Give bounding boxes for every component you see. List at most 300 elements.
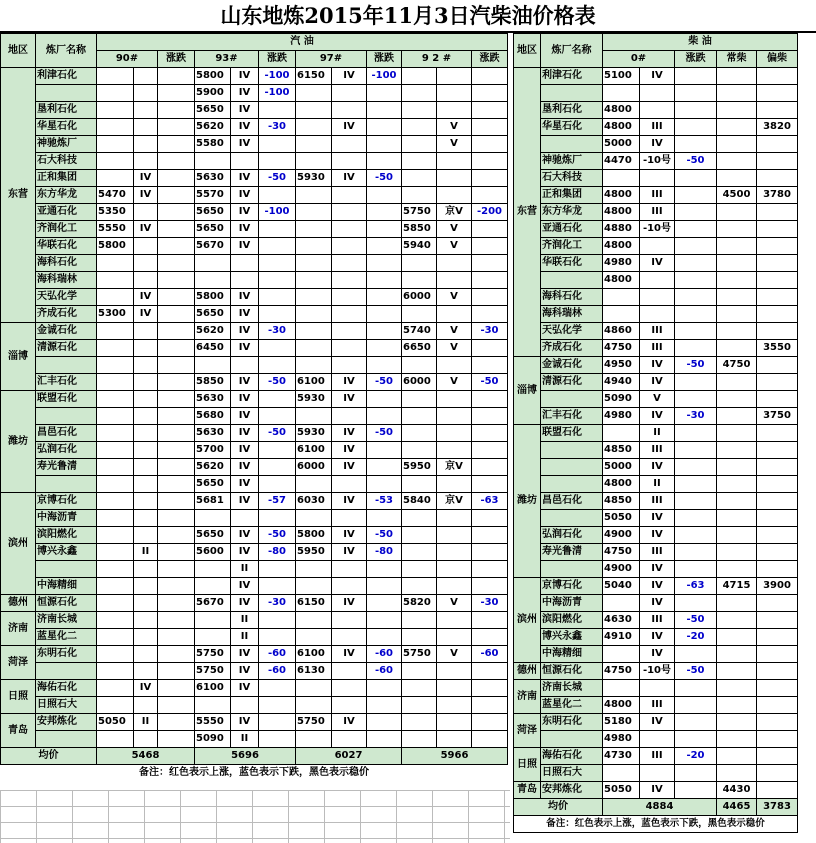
grade-cell	[640, 306, 675, 323]
price-cell	[97, 272, 134, 289]
price-cell	[296, 187, 332, 204]
change-cell	[158, 663, 195, 680]
refinery-name	[541, 272, 603, 289]
price-cell	[97, 442, 134, 459]
grade-cell	[332, 731, 367, 748]
grade-cell: IV	[134, 289, 158, 306]
change-cell	[675, 714, 717, 731]
grade-cell: II	[640, 476, 675, 493]
change-cell	[472, 357, 508, 374]
table-row	[514, 408, 798, 425]
price-cell	[97, 578, 134, 595]
table-row	[1, 170, 508, 187]
price-cell: 5570	[195, 187, 231, 204]
refinery-name: 齐润化工	[541, 238, 603, 255]
price-cell	[97, 612, 134, 629]
regular-diesel-cell	[717, 340, 757, 357]
regular-diesel-cell	[717, 493, 757, 510]
price-cell: 5050	[97, 714, 134, 731]
grade-cell	[437, 357, 472, 374]
table-row	[514, 357, 798, 374]
grade-cell	[437, 68, 472, 85]
refinery-name	[541, 476, 603, 493]
refinery-name: 东方华龙	[541, 204, 603, 221]
price-cell: 5930	[296, 170, 332, 187]
price-cell	[195, 561, 231, 578]
refinery-name: 寿光鲁清	[541, 544, 603, 561]
grade-cell	[332, 153, 367, 170]
change-cell	[158, 612, 195, 629]
price-cell: 4800	[603, 476, 640, 493]
table-row	[1, 680, 508, 697]
change-cell	[675, 255, 717, 272]
price-cell	[97, 357, 134, 374]
refinery-name: 华星石化	[541, 119, 603, 136]
grade-cell: III	[640, 748, 675, 765]
diesel-header: 柴 油	[603, 34, 798, 51]
table-row	[514, 323, 798, 340]
region-cell: 济南	[514, 680, 541, 714]
col-97: 97#	[296, 51, 367, 68]
grade-cell: IV	[640, 527, 675, 544]
table-row	[1, 119, 508, 136]
change-cell	[675, 306, 717, 323]
price-cell	[402, 391, 437, 408]
grade-cell	[437, 714, 472, 731]
price-cell	[97, 323, 134, 340]
refinery-name: 联盟石化	[541, 425, 603, 442]
price-cell: 6030	[296, 493, 332, 510]
grade-cell	[437, 255, 472, 272]
refinery-name: 京博石化	[541, 578, 603, 595]
change-cell	[158, 85, 195, 102]
region-cell: 滨州	[514, 578, 541, 663]
change-cell	[472, 391, 508, 408]
price-cell: 5650	[195, 527, 231, 544]
change-cell	[472, 714, 508, 731]
price-cell: 5681	[195, 493, 231, 510]
table-row	[1, 102, 508, 119]
price-cell	[296, 85, 332, 102]
refinery-name: 亚通石化	[36, 204, 97, 221]
grade-cell: IV	[332, 442, 367, 459]
partial-diesel-cell	[757, 374, 798, 391]
table-row	[514, 391, 798, 408]
change-cell: -50	[675, 357, 717, 374]
table-row	[1, 561, 508, 578]
region-cell: 青岛	[1, 714, 36, 748]
change-cell	[158, 323, 195, 340]
grade-cell	[134, 510, 158, 527]
change-cell	[675, 340, 717, 357]
table-row	[1, 476, 508, 493]
region-cell: 日照	[1, 680, 36, 714]
price-cell: 4980	[603, 731, 640, 748]
price-cell: 6100	[296, 374, 332, 391]
price-cell: 5620	[195, 459, 231, 476]
partial-diesel-cell	[757, 595, 798, 612]
change-cell	[675, 425, 717, 442]
table-row	[514, 646, 798, 663]
price-cell	[296, 306, 332, 323]
grade-cell: IV	[231, 136, 259, 153]
table-row	[1, 527, 508, 544]
change-cell	[675, 510, 717, 527]
change-cell: -50	[472, 374, 508, 391]
grade-cell: IV	[332, 374, 367, 391]
grade-cell	[332, 408, 367, 425]
price-cell	[97, 136, 134, 153]
regular-diesel-cell	[717, 442, 757, 459]
change-cell	[259, 340, 296, 357]
refinery-name: 利津石化	[541, 68, 603, 85]
grade-cell: II	[231, 629, 259, 646]
grade-cell	[134, 663, 158, 680]
table-row	[514, 561, 798, 578]
price-cell	[97, 68, 134, 85]
grade-cell: III	[640, 544, 675, 561]
change-cell	[259, 629, 296, 646]
col-93-change: 涨跌	[259, 51, 296, 68]
change-cell	[675, 697, 717, 714]
price-cell	[97, 680, 134, 697]
grade-cell: IV	[640, 629, 675, 646]
price-cell: 4800	[603, 697, 640, 714]
change-cell	[259, 578, 296, 595]
grade-cell: IV	[640, 408, 675, 425]
table-row	[1, 136, 508, 153]
grade-cell	[134, 238, 158, 255]
price-cell: 5740	[402, 323, 437, 340]
partial-diesel-cell: 3900	[757, 578, 798, 595]
price-cell: 4850	[603, 442, 640, 459]
change-cell	[259, 612, 296, 629]
region-cell: 德州	[514, 663, 541, 680]
refinery-name: 金诚石化	[36, 323, 97, 340]
change-cell	[259, 476, 296, 493]
refinery-name: 华联石化	[36, 238, 97, 255]
regular-diesel-cell	[717, 85, 757, 102]
price-cell: 5820	[402, 595, 437, 612]
price-cell	[97, 697, 134, 714]
regular-diesel-cell: 4750	[717, 357, 757, 374]
refinery-name: 日照石大	[541, 765, 603, 782]
price-cell: 5750	[195, 646, 231, 663]
region-cell: 淄博	[1, 323, 36, 391]
refinery-name	[541, 731, 603, 748]
avg-90: 5468	[97, 748, 195, 765]
grade-cell: IV	[231, 680, 259, 697]
grade-cell	[437, 476, 472, 493]
refinery-name: 海佑石化	[541, 748, 603, 765]
grade-cell: 京V	[437, 493, 472, 510]
partial-diesel-cell	[757, 255, 798, 272]
grade-cell: IV	[332, 391, 367, 408]
change-cell: -20	[675, 748, 717, 765]
price-cell: 5630	[195, 425, 231, 442]
grade-cell	[231, 697, 259, 714]
change-cell: -60	[367, 663, 402, 680]
regular-diesel-cell: 4500	[717, 187, 757, 204]
price-cell	[402, 612, 437, 629]
change-cell	[675, 136, 717, 153]
change-cell	[472, 272, 508, 289]
price-cell	[402, 85, 437, 102]
table-row	[1, 408, 508, 425]
grade-cell: IV	[231, 442, 259, 459]
change-cell: -50	[675, 153, 717, 170]
price-cell: 4900	[603, 561, 640, 578]
price-cell: 5630	[195, 391, 231, 408]
grade-cell	[134, 442, 158, 459]
grade-cell: IV	[231, 323, 259, 340]
price-cell	[402, 527, 437, 544]
average-label: 均价	[514, 799, 603, 816]
grade-cell: IV	[231, 391, 259, 408]
avg-97: 6027	[296, 748, 402, 765]
change-cell	[367, 221, 402, 238]
table-row	[1, 595, 508, 612]
grade-cell	[134, 340, 158, 357]
table-row	[514, 731, 798, 748]
grade-cell	[332, 136, 367, 153]
partial-diesel-cell	[757, 663, 798, 680]
change-cell: -30	[472, 323, 508, 340]
refinery-name: 恒源石化	[541, 663, 603, 680]
col-0-change: 涨跌	[675, 51, 717, 68]
change-cell	[675, 187, 717, 204]
change-cell: -200	[472, 204, 508, 221]
refinery-name: 滨阳燃化	[36, 527, 97, 544]
partial-diesel-cell	[757, 629, 798, 646]
grade-cell: IV	[231, 289, 259, 306]
partial-diesel-cell	[757, 238, 798, 255]
change-cell	[472, 561, 508, 578]
change-cell	[675, 238, 717, 255]
refinery-name: 弘润石化	[541, 527, 603, 544]
partial-diesel-cell	[757, 136, 798, 153]
grade-cell: IV	[640, 714, 675, 731]
note-row	[514, 816, 798, 833]
change-cell	[259, 136, 296, 153]
regular-diesel-cell	[717, 408, 757, 425]
refinery-name: 正和集团	[36, 170, 97, 187]
change-cell	[259, 714, 296, 731]
price-cell	[296, 476, 332, 493]
change-cell	[675, 374, 717, 391]
grade-cell: II	[231, 731, 259, 748]
change-cell	[675, 102, 717, 119]
grade-cell	[332, 204, 367, 221]
price-cell: 5050	[603, 782, 640, 799]
price-cell	[97, 153, 134, 170]
price-cell: 4800	[603, 187, 640, 204]
grade-cell: IV	[231, 663, 259, 680]
price-cell	[402, 510, 437, 527]
price-cell: 5930	[296, 425, 332, 442]
change-cell	[158, 714, 195, 731]
change-cell	[158, 578, 195, 595]
grade-cell	[640, 272, 675, 289]
change-cell	[158, 238, 195, 255]
refinery-name: 海科瑞林	[541, 306, 603, 323]
price-cell: 4750	[603, 663, 640, 680]
change-cell: -50	[259, 170, 296, 187]
change-cell	[367, 272, 402, 289]
average-label: 均价	[1, 748, 97, 765]
change-cell	[158, 697, 195, 714]
grade-cell: IV	[231, 595, 259, 612]
table-row	[1, 442, 508, 459]
regular-diesel-cell	[717, 697, 757, 714]
refinery-name	[36, 731, 97, 748]
refinery-name: 日照石大	[36, 697, 97, 714]
regular-diesel-cell	[717, 68, 757, 85]
price-cell	[97, 408, 134, 425]
grade-cell: IV	[231, 544, 259, 561]
grade-cell	[332, 187, 367, 204]
change-cell	[367, 204, 402, 221]
grade-cell	[134, 272, 158, 289]
price-cell: 6100	[296, 646, 332, 663]
refinery-name: 中海精细	[36, 578, 97, 595]
grade-cell: 京V	[437, 459, 472, 476]
change-cell: -63	[472, 493, 508, 510]
change-cell: -50	[259, 425, 296, 442]
price-cell	[97, 255, 134, 272]
grade-cell	[640, 731, 675, 748]
price-cell	[195, 578, 231, 595]
grade-cell	[437, 102, 472, 119]
price-cell	[195, 629, 231, 646]
table-row	[514, 510, 798, 527]
grade-cell: IV	[640, 255, 675, 272]
grade-cell	[332, 663, 367, 680]
price-cell	[97, 731, 134, 748]
change-cell	[367, 306, 402, 323]
refinery-name: 滨阳燃化	[541, 612, 603, 629]
refinery-name: 垦利石化	[36, 102, 97, 119]
price-cell	[97, 85, 134, 102]
grade-cell: III	[640, 187, 675, 204]
change-cell: -50	[259, 374, 296, 391]
price-cell: 5650	[195, 306, 231, 323]
grade-cell: II	[231, 612, 259, 629]
region-cell: 潍坊	[1, 391, 36, 493]
grade-cell	[231, 255, 259, 272]
regular-diesel-cell: 4715	[717, 578, 757, 595]
col-92: 9 2 #	[402, 51, 472, 68]
grade-cell	[332, 629, 367, 646]
price-cell	[296, 136, 332, 153]
change-cell	[158, 680, 195, 697]
price-cell: 6150	[296, 68, 332, 85]
refinery-name: 石大科技	[541, 170, 603, 187]
grade-cell	[134, 612, 158, 629]
price-cell: 5800	[296, 527, 332, 544]
gasoline-header: 汽 油	[97, 34, 508, 51]
grade-cell: IV	[640, 68, 675, 85]
grade-cell	[134, 408, 158, 425]
change-cell	[259, 102, 296, 119]
price-cell	[402, 561, 437, 578]
change-cell	[472, 119, 508, 136]
refinery-name: 海佑石化	[36, 680, 97, 697]
grade-cell	[134, 204, 158, 221]
change-cell	[472, 697, 508, 714]
change-cell	[367, 289, 402, 306]
partial-diesel-cell	[757, 544, 798, 561]
grade-cell	[134, 374, 158, 391]
grade-cell: IV	[640, 510, 675, 527]
change-cell	[675, 119, 717, 136]
change-cell	[158, 170, 195, 187]
price-cell: 5800	[195, 289, 231, 306]
grade-cell	[134, 119, 158, 136]
table-row	[514, 85, 798, 102]
table-row	[514, 629, 798, 646]
price-cell	[296, 731, 332, 748]
price-cell	[603, 765, 640, 782]
change-cell	[367, 340, 402, 357]
grade-cell	[134, 697, 158, 714]
grade-cell	[134, 323, 158, 340]
price-cell: 4730	[603, 748, 640, 765]
grade-cell	[332, 306, 367, 323]
price-cell: 5550	[195, 714, 231, 731]
price-cell	[402, 272, 437, 289]
change-cell	[675, 85, 717, 102]
price-cell	[402, 731, 437, 748]
table-row	[1, 204, 508, 221]
partial-diesel-cell	[757, 391, 798, 408]
price-cell	[195, 255, 231, 272]
grade-cell: IV	[231, 187, 259, 204]
price-cell: 5750	[296, 714, 332, 731]
regular-diesel-cell	[717, 629, 757, 646]
change-cell	[259, 408, 296, 425]
table-row	[1, 612, 508, 629]
grade-cell	[437, 408, 472, 425]
refinery-name: 金诚石化	[541, 357, 603, 374]
grade-cell: II	[134, 544, 158, 561]
table-row	[1, 459, 508, 476]
grade-cell: IV	[231, 425, 259, 442]
change-cell	[675, 765, 717, 782]
refinery-name: 齐成石化	[36, 306, 97, 323]
change-cell: -60	[259, 663, 296, 680]
grade-cell	[134, 629, 158, 646]
price-cell	[296, 102, 332, 119]
page-title: 山东地炼2015年11月3日汽柴油价格表	[0, 0, 816, 33]
table-row	[514, 204, 798, 221]
regular-diesel-cell	[717, 612, 757, 629]
price-cell	[296, 340, 332, 357]
grade-cell: V	[437, 340, 472, 357]
partial-diesel-cell	[757, 306, 798, 323]
change-cell	[675, 782, 717, 799]
price-cell	[402, 663, 437, 680]
change-cell	[158, 68, 195, 85]
price-cell	[296, 408, 332, 425]
partial-diesel-cell	[757, 153, 798, 170]
price-cell	[296, 272, 332, 289]
price-cell: 6650	[402, 340, 437, 357]
change-cell	[158, 527, 195, 544]
table-row	[514, 476, 798, 493]
refinery-name: 蓝星化二	[541, 697, 603, 714]
grade-cell: III	[640, 340, 675, 357]
